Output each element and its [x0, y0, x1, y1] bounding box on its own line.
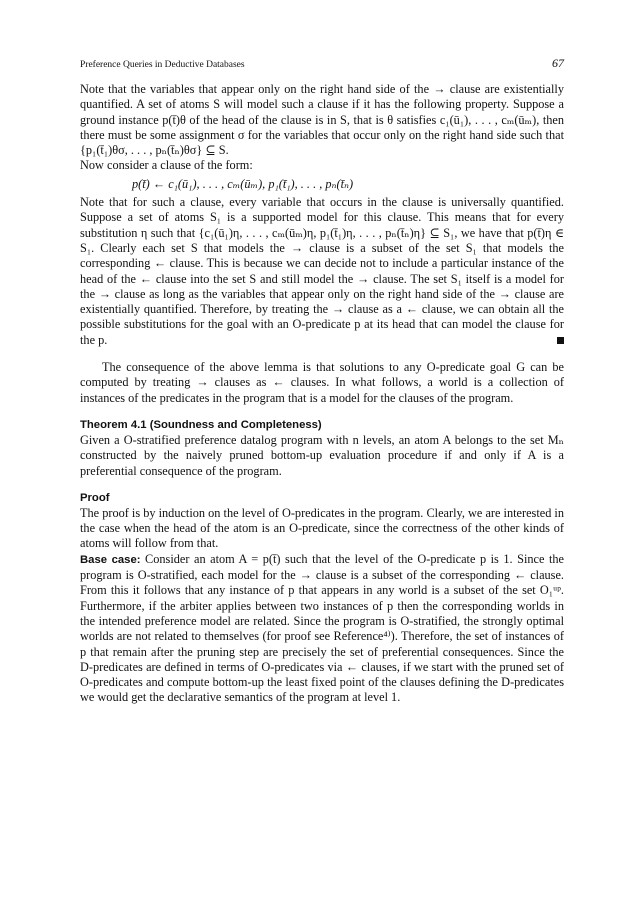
proof-title: Proof — [80, 491, 110, 504]
theorem-title: Theorem 4.1 (Soundness and Completeness) — [80, 418, 322, 431]
paragraph-2: Now consider a clause of the form: — [80, 158, 253, 173]
base-case-label: Base case: — [80, 553, 141, 566]
page-number: 67 — [552, 56, 564, 70]
theorem-body: Given a O-stratified preference datalog program with n levels, an atom A belongs to the set Mₙ constructed by the naively pruned bottom-up evaluation procedure if and only if A is a preferential consequence of the program. — [80, 432, 564, 478]
running-head — [80, 56, 564, 71]
clause-formula: p(t̄) ← c₁(ū₁), . . . , cₘ(ūₘ), p₁(t̄₁), . . . , pₙ(t̄ₙ) — [132, 176, 354, 191]
paragraph-6-text: Consider an atom A = p(t̄) such that the level of the O-predicate p is 1. Since the program is O-stratified, each model for the → clause is a subset of the corresponding ← clause. From this it follows that any instance of p that appears in any world is a subset of the set O₁ᵘᵖ. Furthermore, if the arbiter applies between two instances of p then the corresponding worlds in the intended preference model are related. Since the program is O-stratified, the strongly optimal worlds are not related to themselves (for proof see Reference⁴⁾). Therefore, the set of instances of p that remain after the pruning step are precisely the set of preferential consequences. Since the D-predicates are defined in terms of O-predicates via ← clauses, if we start with the pruned set of O-predicates and compute bottom-up the least fixed point of the clauses defining the D-predicates we would get the declarative semantics of the program at level 1. — [80, 551, 565, 705]
page — [80, 56, 564, 706]
qed-square-icon — [557, 337, 564, 344]
paragraph-3 — [80, 195, 564, 348]
paragraph-6 — [80, 552, 564, 706]
paragraph-4: The consequence of the above lemma is that solutions to any O-predicate goal G can be computed by treating → clauses as ← clauses. In what follows, a world is a collection of instances of the predicates in the program that is a model for the clauses of the program. — [80, 360, 564, 405]
running-title: Preference Queries in Deductive Databases — [80, 60, 245, 70]
paragraph-3-text: Note that for such a clause, every variable that occurs in the clause is universally quantified. Suppose a set of atoms S₁ is a supported model for this clause. This means that for every substitution η such that {c₁(ū₁)η, . . . , cₘ(ūₘ)η, p₁(t̄₁)η, . . . , pₙ(t̄ₙ)η} ⊆ S₁, we have that p(t̄)η ∈ S₁. Clearly each set S that models the → clause is a subset of the set S₁ that models the corresponding ← clause. This is because we can decide not to include a particular instance of the head of the ← clause into the set S and still model the → clause. The set S₁ itself is a model for the → clause as long as the variables that appear only on the right hand side of the → clause are existentially quantified. Therefore, by treating the → clause as a ← clause, we can obtain all the possible substitutions for the goal with an O-predicate p at its head that can model the clause for the p. — [80, 195, 564, 347]
paragraph-1: Note that the variables that appear only on the right hand side of the → clause are existentially quantified. A set of atoms S will model such a clause if it has the following property. Suppose a ground instance p(t̄)θ of the head of the clause is in S, that is θ satisfies c₁(ū₁), . . . , cₘ(ūₘ), then there must be some assignment σ for the variables that occur only on the right hand side such that {p₁(t̄₁)θσ, . . . , pₙ(t̄ₙ)θσ} ⊆ S. — [80, 82, 564, 158]
paragraph-5: The proof is by induction on the level of O-predicates in the program. Clearly, we are interested in the case when the head of the atom is an O-predicate, since the correctness of the other kinds of atoms will follow from that. — [80, 505, 564, 551]
